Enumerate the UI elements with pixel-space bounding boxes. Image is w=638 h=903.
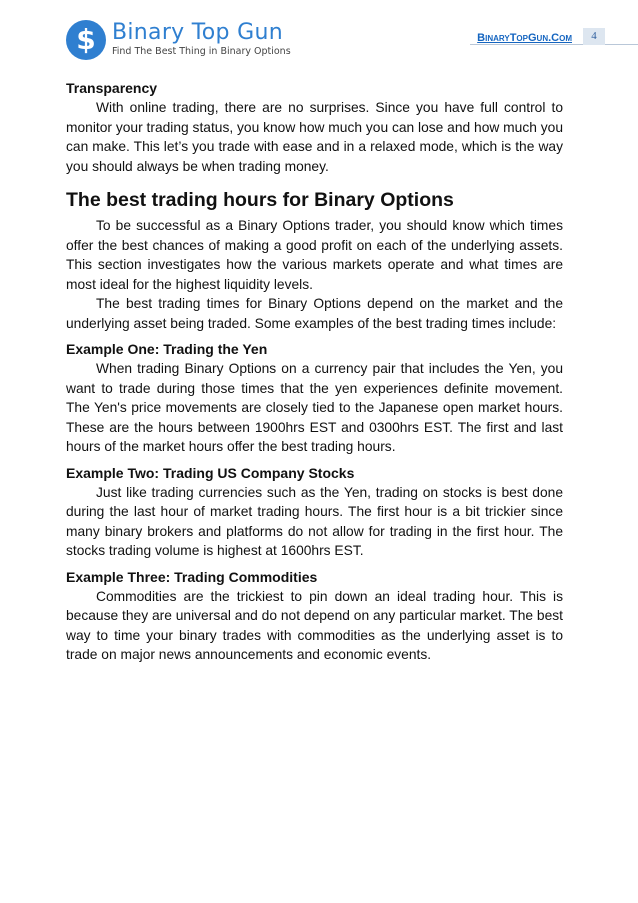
site-url-link[interactable]: BinaryTopGun.Com [477, 32, 572, 44]
example-three-heading: Example Three: Trading Commodities [66, 568, 318, 585]
logo-tagline: Find The Best Thing in Binary Options [112, 46, 291, 57]
transparency-paragraph: With online trading, there are no surprises. Since you have full control to monitor your trading status, you know how much you can lose and how much you can make. This let’s you trade with ease and in a relaxed mode, which is the way you should always be when trading money. [66, 100, 563, 174]
header-rule [470, 44, 638, 45]
page-number: 4 [583, 28, 605, 45]
best-hours-paragraph-2: The best trading times for Binary Options depend on the market and the underlying asset being traded. Some examples of the best trading times include: [66, 296, 563, 331]
logo-name: Binary Top Gun [112, 20, 283, 45]
document-body [66, 78, 563, 665]
best-hours-paragraph-1: To be successful as a Binary Options trader, you should know which times offer the best chances of making a good profit on each of the underlying assets. This section investigates how the various markets operate and what times are most ideal for the highest liquidity levels. [66, 218, 563, 292]
page-header [0, 0, 638, 70]
logo [66, 20, 291, 64]
example-three-paragraph: Commodities are the trickiest to pin down an ideal trading hour. This is because they are universal and do not depend on any particular market. The best way to time your binary trades with commodities as the underlying asset is to trade on major news announcements and economic events. [66, 588, 563, 662]
example-two-heading: Example Two: Trading US Company Stocks [66, 464, 355, 481]
best-hours-heading: The best trading hours for Binary Options [66, 189, 454, 211]
transparency-heading: Transparency [66, 80, 158, 96]
dollar-icon: $ [66, 20, 106, 60]
example-two-paragraph: Just like trading currencies such as the Yen, trading on stocks is best done during the last hour of market trading hours. The first hour is a bit trickier since many binary brokers and platforms do not allow for trading in the first hour. The stocks trading volume is highest at 1600hrs EST. [66, 484, 563, 558]
example-one-paragraph: When trading Binary Options on a currency pair that includes the Yen, you want to trade during those times that the yen experiences definite movement. The Yen's price movements are closely tied to the Japanese open market hours. These are the hours between 1900hrs EST and 0300hrs EST. The first and last hours of the market hours offer the best trading hours. [66, 361, 563, 454]
example-one-heading: Example One: Trading the Yen [66, 341, 268, 357]
